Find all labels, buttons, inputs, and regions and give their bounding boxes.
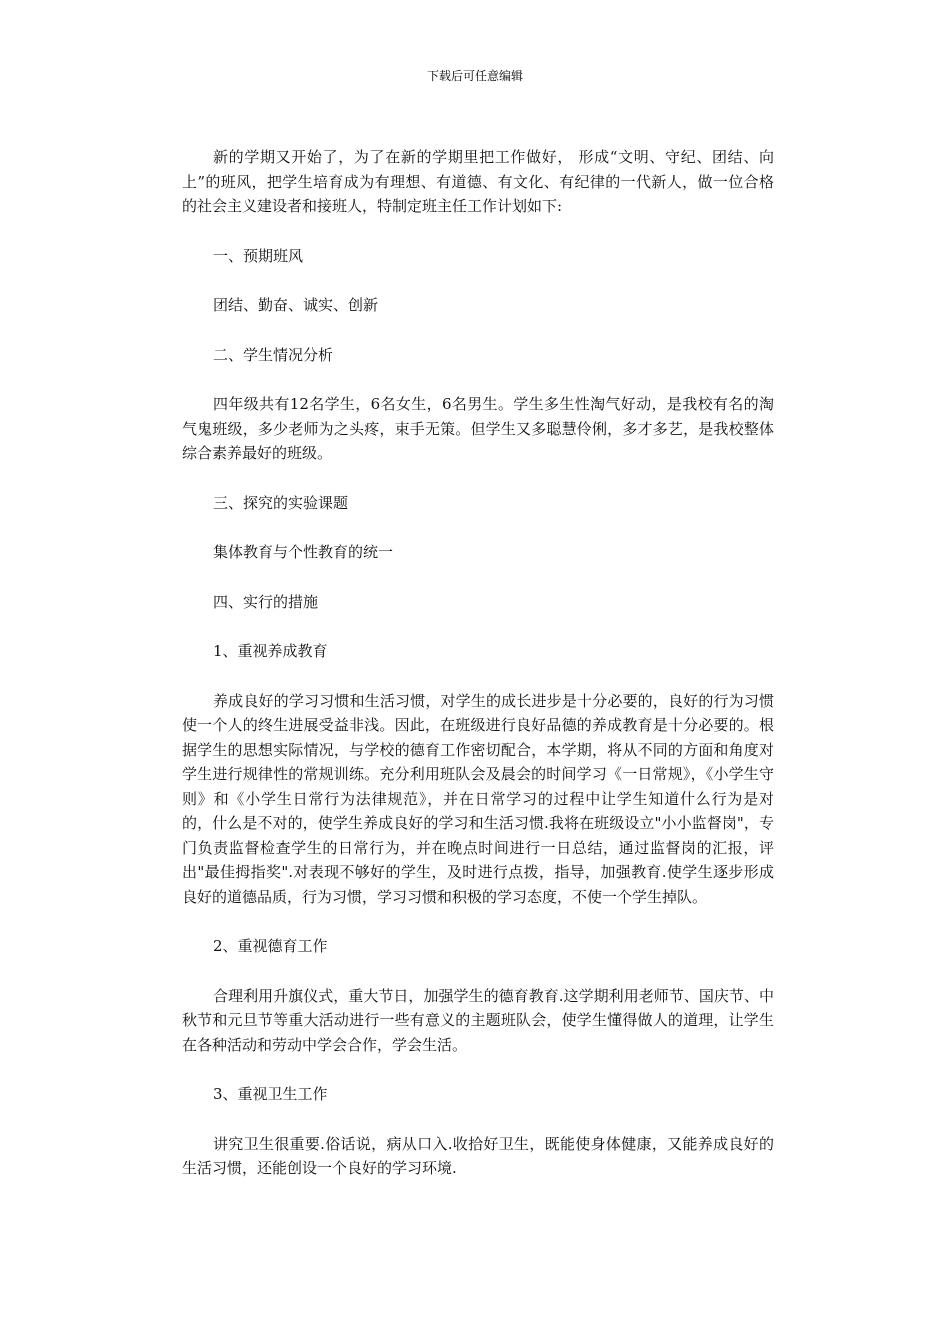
section-3-body: 集体教育与个性教育的统一	[213, 543, 394, 561]
measure-3-body: 讲究卫生很重要.俗话说，病从口入.收拾好卫生，既能使身体健康，又能养成良好的生活习惯，还能创设一个良好的学习环境.	[182, 1134, 774, 1177]
header-note: 下载后可任意编辑	[426, 69, 523, 83]
measure-1-body: 养成良好的学习习惯和生活习惯，对学生的成长进步是十分必要的，良好的行为习惯使一个人的终生进展受益非浅。因此，在班级进行良好品德的养成教育是十分必要的。根据学生的思想实际情况，与学校的德育工作密切配合，本学期，将从不同的方面和角度对学生进行规律性的常规训练。充分利用班队会及晨会的时间学习《一日常规》，《小学生守则》和《小学生日常行为法律规范》，并在日常学习的过程中让学生知道什么行为是对的，什么是不对的，使学生养成良好的学习和生活习惯.我将在班级设立"小小监督岗"，专门负责监督检查学生的日常行为，并在晚点时间进行一日总结，通过监督岗的汇报，评出"最佳拇指奖".对表现不够好的学生，及时进行点拨，指导，加强教育.使学生逐步形成良好的道德品质，行为习惯，学习习惯和积极的学习态度，不使一个学生掉队。	[182, 691, 774, 906]
section-1-body: 团结、勤奋、诚实、创新	[213, 296, 379, 314]
section-1-title: 一、预期班风	[213, 246, 304, 265]
intro-paragraph: 新的学期又开始了，为了在新的学期里把工作做好， 形成“文明、守纪、团结、向上”的班风，把学生培育成为有理想、有道德、有文化、有纪律的一代新人，做一位合格的社会主义建设者和接班人，特制定班主任工作计划如下:	[182, 148, 774, 215]
document-body	[182, 145, 774, 1206]
measure-1-title: 1、重视养成教育	[213, 642, 328, 660]
measure-3-title: 3、重视卫生工作	[213, 1085, 328, 1103]
measure-2-title: 2、重视德育工作	[213, 937, 328, 955]
section-2-title: 二、学生情况分析	[213, 345, 334, 364]
section-2-body: 四年级共有12名学生，6名女生，6名男生。学生多生性淘气好动，是我校有名的淘气鬼班级，多少老师为之头疼，束手无策。但学生又多聪慧伶俐，多才多艺，是我校整体综合素养最好的班级。	[182, 395, 774, 462]
section-4-title: 四、实行的措施	[213, 592, 319, 611]
measure-2-body: 合理利用升旗仪式，重大节日，加强学生的德育教育.这学期利用老师节、国庆节、中秋节和元旦节等重大活动进行一些有意义的主题班队会，使学生懂得做人的道理，让学生在各种活动和劳动中学会合作，学会生活。	[182, 986, 774, 1054]
section-3-title: 三、探究的实验课题	[213, 493, 349, 512]
